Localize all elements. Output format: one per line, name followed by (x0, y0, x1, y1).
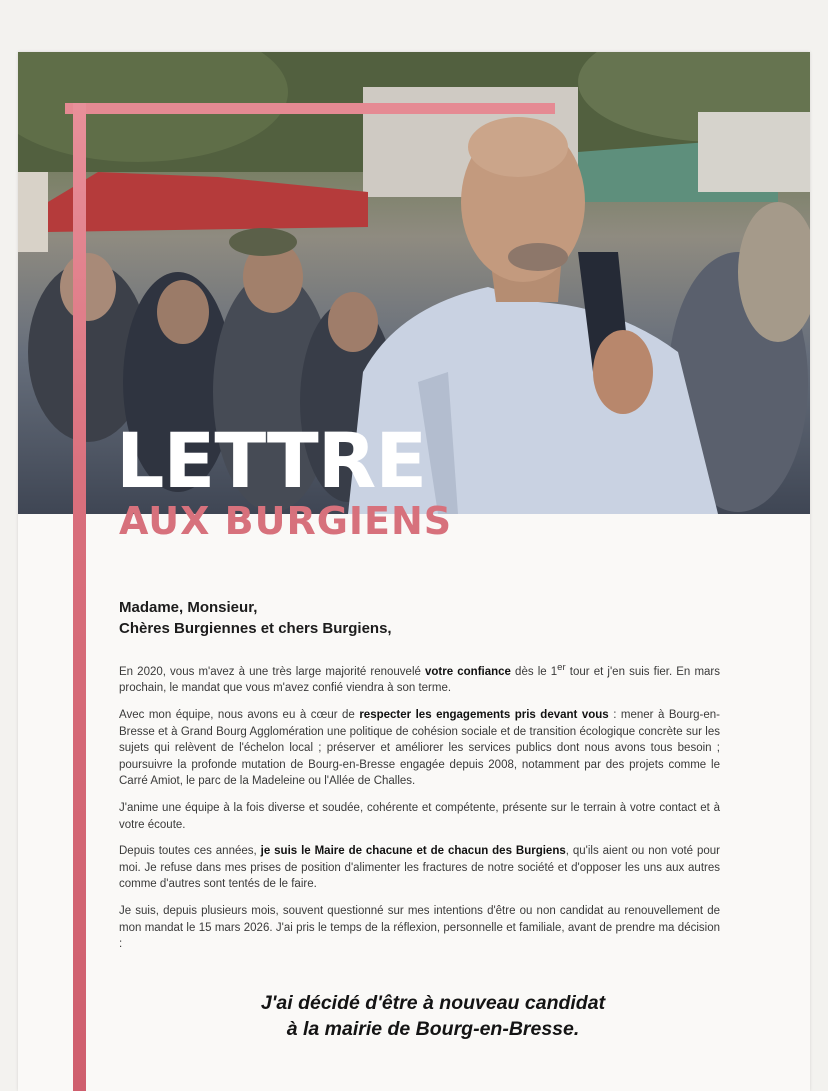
paragraph-2-text-c: : mener à Bourg-en-Bresse et à Grand Bourg Agglomération une politique de cohésion sociale et de transition écologique concrète sur les sujets qui relèvent de l'échelon local ; préserver et améliorer les services publics dont nous avons tous besoin ; poursuivre la profonde mutation de Bourg-en-Bresse engagée depuis 2008, notamment par des projets comme le Carré Amiot, le parc de la Madeleine ou l'Allée de Challes. (119, 709, 720, 788)
paragraph-5: Je suis, depuis plusieurs mois, souvent questionné sur mes intentions d'être ou non candidat au renouvellement de mon mandat le 15 mars 2026. J'ai pris le temps de la réflexion, personnelle et familiale, avant de prendre ma décision : (119, 904, 720, 951)
paragraph-1-emphasis: votre confiance (425, 665, 511, 678)
paragraph-2-emphasis: respecter les engagements pris devant vous (359, 709, 609, 722)
frame-top-bar (65, 103, 555, 114)
paragraph-2-text-a: Avec mon équipe, nous avons eu à cœur de (119, 709, 360, 722)
paragraph-1-superscript: er (557, 662, 566, 673)
closing-line-2: à la mairie de Bourg-en-Bresse. (286, 1018, 580, 1040)
letter-body (119, 660, 720, 963)
closing-statement (78, 990, 788, 1042)
paragraph-1-text-d: tour et j'en suis fier. En mars prochain, le mandat que vous m'avez confié viendra à son terme. (119, 665, 720, 695)
paragraph-4 (119, 843, 720, 893)
paragraph-3: J'anime une équipe à la fois diverse et soudée, cohérente et compétente, présente sur le terrain à votre contact et à votre écoute. (119, 801, 720, 831)
paragraph-4-text-a: Depuis toutes ces années, (119, 845, 261, 858)
title-lettre: LETTRE (116, 416, 427, 505)
paragraph-4-emphasis: je suis le Maire de chacune et de chacun des Burgiens (260, 845, 566, 858)
closing-line-1: J'ai décidé d'être à nouveau candidat (260, 992, 606, 1014)
paragraph-1-text-a: En 2020, vous m'avez à une très large majorité renouvelé (119, 665, 426, 678)
paragraph-1-text-c: dès le 1 (510, 665, 558, 678)
paragraph-4-text-c: , qu'ils aient ou non voté pour moi. Je refuse dans mes prises de position d'alimenter les fractures de notre société et d'opposer les uns aux autres comme d'autres sont tentés de le faire. (119, 845, 720, 891)
greeting-line-1: Madame, Monsieur, (119, 599, 258, 616)
frame-left-bar (73, 103, 86, 1091)
letter-page (18, 52, 810, 1091)
subtitle-aux-burgiens: AUX BURGIENS (119, 499, 453, 543)
paragraph-1 (119, 660, 720, 697)
paragraph-2 (119, 707, 720, 790)
greeting (119, 597, 759, 639)
greeting-line-2: Chères Burgiennes et chers Burgiens, (119, 620, 392, 637)
